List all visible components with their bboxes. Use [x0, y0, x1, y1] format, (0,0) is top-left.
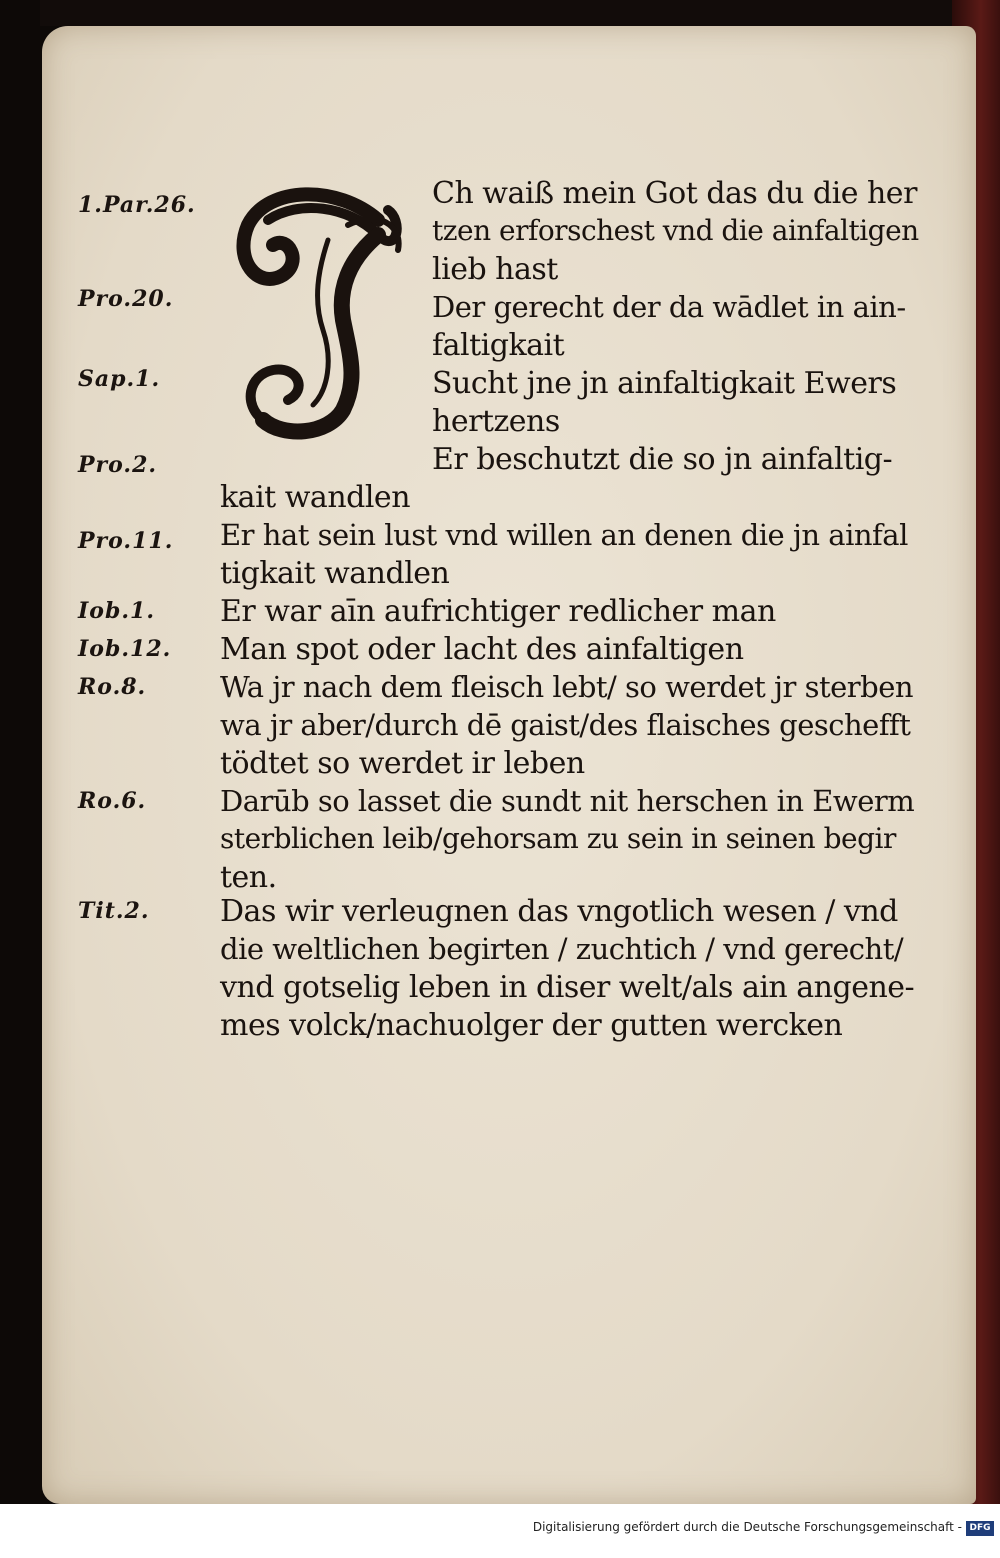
margin-note: Ro.6.: [78, 788, 147, 814]
margin-note: Ro.8.: [78, 674, 147, 700]
text-line: wa jr aber/durch dē gaist/des flaisches geschefft: [220, 708, 911, 742]
book-edge-top: [40, 0, 980, 26]
text-line: Darūb so lasset die sundt nit herschen in Ewerm: [220, 784, 915, 818]
margin-note: Pro.20.: [78, 286, 174, 312]
decorated-initial-letter: [228, 180, 420, 442]
text-line: Man spot oder lacht des ainfaltigen: [220, 632, 744, 667]
text-line: Der gerecht der da wādlet in ain-: [432, 290, 906, 324]
text-line: die weltlichen begirten / zuchtich / vnd gerecht/: [220, 932, 904, 966]
margin-note: Tit.2.: [78, 898, 150, 924]
margin-note: Pro.11.: [78, 528, 174, 554]
text-line: Er beschutzt die so jn ainfaltig-: [432, 442, 893, 477]
margin-note: Iob.12.: [78, 636, 172, 662]
text-line: Ch waiß mein Got das du die her: [432, 176, 917, 211]
text-line: Er war aīn aufrichtiger redlicher man: [220, 594, 776, 629]
text-line: tigkait wandlen: [220, 556, 450, 591]
text-line: faltigkait: [432, 328, 565, 363]
margin-note: Pro.2.: [78, 452, 158, 478]
text-line: mes volck/nachuolger der gutten wercken: [220, 1008, 843, 1043]
margin-note: Iob.1.: [78, 598, 155, 624]
text-line: Sucht jne jn ainfaltigkait Ewers: [432, 366, 897, 401]
text-line: Das wir verleugnen das vngotlich wesen / vnd: [220, 894, 898, 929]
dfg-logo-icon: DFG: [966, 1521, 994, 1536]
text-line: tzen erforschest vnd die ainfaltigen: [432, 214, 919, 247]
digitization-footer: [0, 1504, 1000, 1558]
text-line: kait wandlen: [220, 480, 411, 515]
margin-note: 1.Par.26.: [78, 192, 196, 218]
text-line: vnd gotselig leben in diser welt/als ain angene-: [220, 970, 915, 1005]
text-line: Er hat sein lust vnd willen an denen die jn ainfal: [220, 518, 908, 552]
text-line: ten.: [220, 860, 277, 895]
funding-credit: Digitalisierung gefördert durch die Deutsche Forschungsgemeinschaft -: [532, 1520, 962, 1534]
margin-note: Sap.1.: [78, 366, 161, 392]
text-line: sterblichen leib/gehorsam zu sein in seinen begir: [220, 822, 896, 855]
text-line: Wa jr nach dem fleisch lebt/ so werdet jr sterben: [220, 670, 914, 704]
text-line: tödtet so werdet ir leben: [220, 746, 585, 781]
text-line: hertzens: [432, 404, 560, 439]
text-line: lieb hast: [432, 252, 558, 287]
